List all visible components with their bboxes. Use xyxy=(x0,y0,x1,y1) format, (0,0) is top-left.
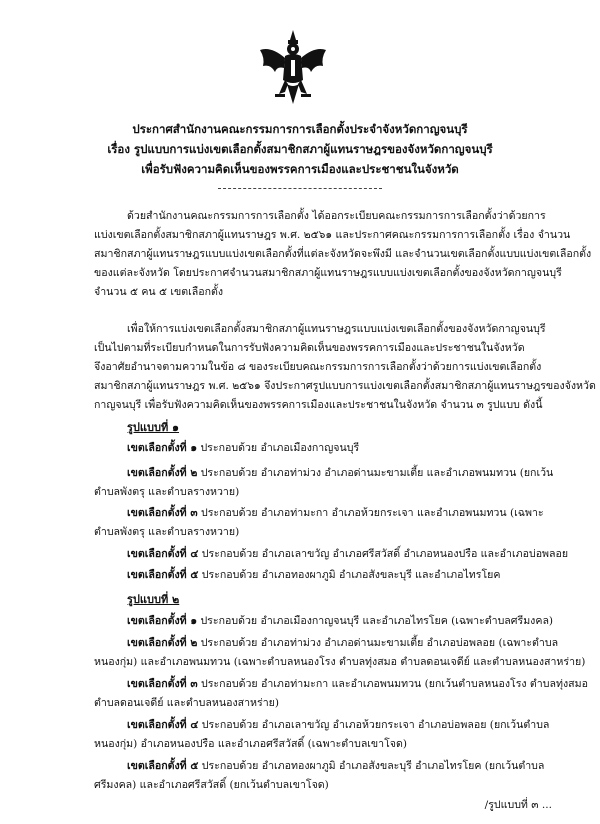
paragraph-2-line: สมาชิกสภาผู้แทนราษฎร พ.ศ. ๒๕๖๑ จึงประกาศรูปแบบการแบ่งเขตเลือกตั้งสมาชิกสภาผู้แทนราษฎรของจังหวัด xyxy=(94,380,596,392)
model-1-district-5 xyxy=(127,566,500,585)
model-2-district-4-wrap: หนองกุ่ม) อำเภอหนองปรือ และอำเภอศรีสวัสดิ์ (เฉพาะตำบลเขาโจด) xyxy=(94,738,408,750)
district-label: เขตเลือกตั้งที่ ๑ xyxy=(127,442,198,454)
district-text: ประกอบด้วย อำเภอทองผาภูมิ อำเภอสังขละบุรี และอำเภอไทรโยค xyxy=(198,569,501,581)
district-label: เขตเลือกตั้งที่ ๒ xyxy=(127,637,198,649)
district-text: ประกอบด้วย อำเภอท่าม่วง อำเภอด่านมะขามเตี้ย อำเภอบ่อพลอย (เฉพาะตำบล xyxy=(197,637,559,649)
model-2-heading: รูปแบบที่ ๒ xyxy=(127,593,180,606)
district-label: เขตเลือกตั้งที่ ๑ xyxy=(127,615,198,627)
model-1-district-2 xyxy=(127,464,553,483)
model-1-district-4 xyxy=(127,545,568,564)
model-1-heading: รูปแบบที่ ๑ xyxy=(127,421,180,434)
district-text: ประกอบด้วย อำเภอท่าม่วง อำเภอด่านมะขามเตี้ย และอำเภอพนมทวน (ยกเว้น xyxy=(197,467,554,479)
paragraph-1-line: สมาชิกสภาผู้แทนราษฎรแบบแบ่งเขตเลือกตั้งที่แต่ละจังหวัดจะพึงมี และจำนวนเขตเลือกตั้งแบบแบ่งเขตเลือกตั้ง xyxy=(94,248,592,260)
paragraph-1-line: ด้วยสำนักงานคณะกรรมการการเลือกตั้ง ได้ออกระเบียบคณะกรรมการการเลือกตั้งว่าด้วยการ xyxy=(127,210,546,222)
model-1-district-3 xyxy=(127,504,544,523)
model-2-district-2-wrap: หนองกุ่ม) และอำเภอพนมทวน (เฉพาะตำบลหนองโรง ตำบลทุ่งสมอ ตำบลดอนเจดีย์ และตำบลหนองสาหร่าย) xyxy=(94,656,586,668)
district-label: เขตเลือกตั้งที่ ๓ xyxy=(127,507,198,519)
district-text: ประกอบด้วย อำเภอท่ามะกา และอำเภอพนมทวน (ยกเว้นตำบลหนองโรง ตำบลทุ่งสมอ xyxy=(197,678,588,690)
continued-page-marker: /รูปแบบที่ ๓ ... xyxy=(484,799,552,811)
model-2-district-1 xyxy=(127,612,553,631)
model-1-district-2-wrap: ตำบลพังตรุ และตำบลรางหวาย) xyxy=(94,486,240,498)
model-2-district-3 xyxy=(127,675,588,694)
district-text: ประกอบด้วย อำเภอเมืองกาญจนบุรี และอำเภอไทรโยค (เฉพาะตำบลศรีมงคล) xyxy=(197,615,554,627)
district-text: ประกอบด้วย อำเภอท่ามะกา อำเภอห้วยกระเจา และอำเภอพนมทวน (เฉพาะ xyxy=(197,507,544,519)
district-label: เขตเลือกตั้งที่ ๕ xyxy=(127,760,199,772)
announcement-title: ประกาศสำนักงานคณะกรรมการการเลือกตั้งประจำจังหวัดกาญจนบุรี xyxy=(132,122,468,136)
paragraph-2-line: เป็นไปตามที่ระเบียบกำหนดในการรับฟังความคิดเห็นของพรรคการเมืองและประชาชนในจังหวัด xyxy=(94,342,525,354)
district-label: เขตเลือกตั้งที่ ๒ xyxy=(127,467,198,479)
district-label: เขตเลือกตั้งที่ ๔ xyxy=(127,548,199,560)
subject-line-continued: เพื่อรับฟังความคิดเห็นของพรรคการเมืองและประชาชนในจังหวัด xyxy=(141,162,459,176)
model-1-district-1 xyxy=(127,439,359,458)
garuda-emblem-icon xyxy=(257,28,329,108)
district-text: ประกอบด้วย อำเภอเลาขวัญ อำเภอศรีสวัสดิ์ อำเภอหนองปรือ และอำเภอบ่อพลอย xyxy=(198,548,569,560)
model-2-district-5 xyxy=(127,757,544,776)
district-text: ประกอบด้วย อำเภอทองผาภูมิ อำเภอสังขละบุรี อำเภอไทรโยค (ยกเว้นตำบล xyxy=(198,760,545,772)
model-2-district-3-wrap: ตำบลดอนเจดีย์ และตำบลหนองสาหร่าย) xyxy=(94,697,280,709)
paragraph-2-line: จึงอาศัยอำนาจตามความในข้อ ๘ ของระเบียบคณะกรรมการการเลือกตั้งว่าด้วยการแบ่งเขตเลือกตั้ง xyxy=(94,361,542,373)
model-1-district-3-wrap: ตำบลพังตรุ และตำบลรางหวาย) xyxy=(94,526,240,538)
model-2-district-4 xyxy=(127,716,549,735)
district-label: เขตเลือกตั้งที่ ๔ xyxy=(127,719,199,731)
paragraph-1-line: จำนวน ๕ คน ๕ เขตเลือกตั้ง xyxy=(94,286,224,298)
subject-line: เรื่อง รูปแบบการแบ่งเขตเลือกตั้งสมาชิกสภาผู้แทนราษฎรของจังหวัดกาญจนบุรี xyxy=(107,142,493,156)
model-2-district-5-wrap: ศรีมงคล) และอำเภอศรีสวัสดิ์ (ยกเว้นตำบลเขาโจด) xyxy=(94,779,329,791)
district-label: เขตเลือกตั้งที่ ๓ xyxy=(127,678,198,690)
district-label: เขตเลือกตั้งที่ ๕ xyxy=(127,569,199,581)
title-divider xyxy=(218,188,382,189)
paragraph-2-line: เพื่อให้การแบ่งเขตเลือกตั้งสมาชิกสภาผู้แทนราษฎรแบบแบ่งเขตเลือกตั้งของจังหวัดกาญจนบุรี xyxy=(127,323,546,335)
paragraph-1-line: ของแต่ละจังหวัด โดยประกาศจำนวนสมาชิกสภาผู้แทนราษฎรแบบแบ่งเขตเลือกตั้งของจังหวัดกาญจนบุรี xyxy=(94,267,562,279)
model-2-district-2 xyxy=(127,634,558,653)
district-text: ประกอบด้วย อำเภอเลาขวัญ อำเภอห้วยกระเจา อำเภอบ่อพลอย (ยกเว้นตำบล xyxy=(198,719,550,731)
paragraph-1-line: แบ่งเขตเลือกตั้งสมาชิกสภาผู้แทนราษฎร พ.ศ. ๒๕๖๑ และประกาศคณะกรรมการการเลือกตั้ง เรื่อง จำนวน xyxy=(94,229,571,241)
district-text: ประกอบด้วย อำเภอเมืองกาญจนบุรี xyxy=(197,442,360,454)
paragraph-2-line: กาญจนบุรี เพื่อรับฟังความคิดเห็นของพรรคการเมืองและประชาชนในจังหวัด จำนวน ๓ รูปแบบ ดังนี้ xyxy=(94,399,543,411)
